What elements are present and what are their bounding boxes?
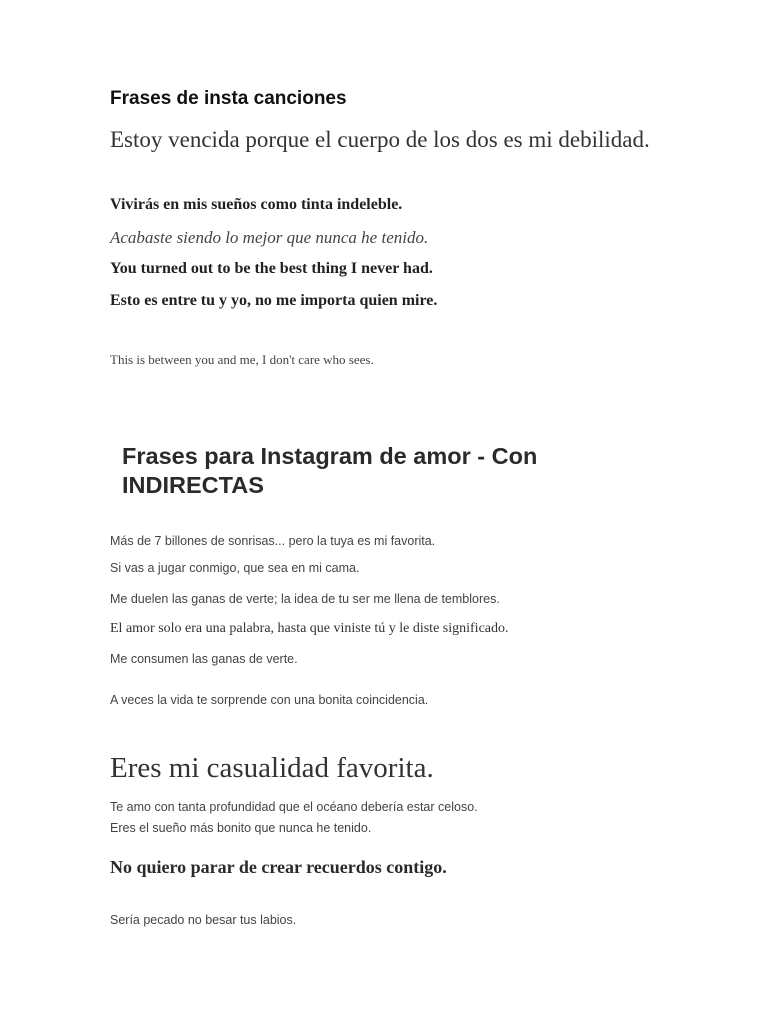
quote-line: Esto es entre tu y yo, no me importa quien mire. — [110, 292, 438, 309]
quote-line-large: Eres mi casualidad favorita. — [110, 752, 434, 784]
quote-line: El amor solo era una palabra, hasta que viniste tú y le diste significado. — [110, 621, 509, 636]
quote-line: Estoy vencida porque el cuerpo de los dos es mi debilidad. — [110, 127, 650, 152]
quote-line: Acabaste siendo lo mejor que nunca he tenido. — [110, 228, 429, 247]
quote-line: Sería pecado no besar tus labios. — [110, 913, 297, 927]
quote-line: No quiero parar de crear recuerdos contigo. — [110, 857, 447, 877]
quote-line: Vivirás en mis sueños como tinta indeleble. — [110, 196, 403, 213]
quote-line: This is between you and me, I don't care who sees. — [110, 352, 374, 367]
quote-line: Si vas a jugar conmigo, que sea en mi cama. — [110, 561, 360, 575]
quote-line: Te amo con tanta profundidad que el océano debería estar celoso. — [110, 800, 478, 814]
quote-line: A veces la vida te sorprende con una bonita coincidencia. — [110, 693, 429, 707]
quote-line: Me duelen las ganas de verte; la idea de tu ser me llena de temblores. — [110, 592, 500, 606]
quote-line: You turned out to be the best thing I never had. — [110, 260, 433, 277]
quote-line: Más de 7 billones de sonrisas... pero la tuya es mi favorita. — [110, 534, 436, 548]
section-heading-instagram-amor: Frases para Instagram de amor - Con INDIRECTAS — [122, 443, 538, 498]
quote-line: Eres el sueño más bonito que nunca he tenido. — [110, 821, 372, 835]
quote-line: Me consumen las ganas de verte. — [110, 652, 298, 666]
section-heading-insta-canciones: Frases de insta canciones — [110, 88, 347, 109]
